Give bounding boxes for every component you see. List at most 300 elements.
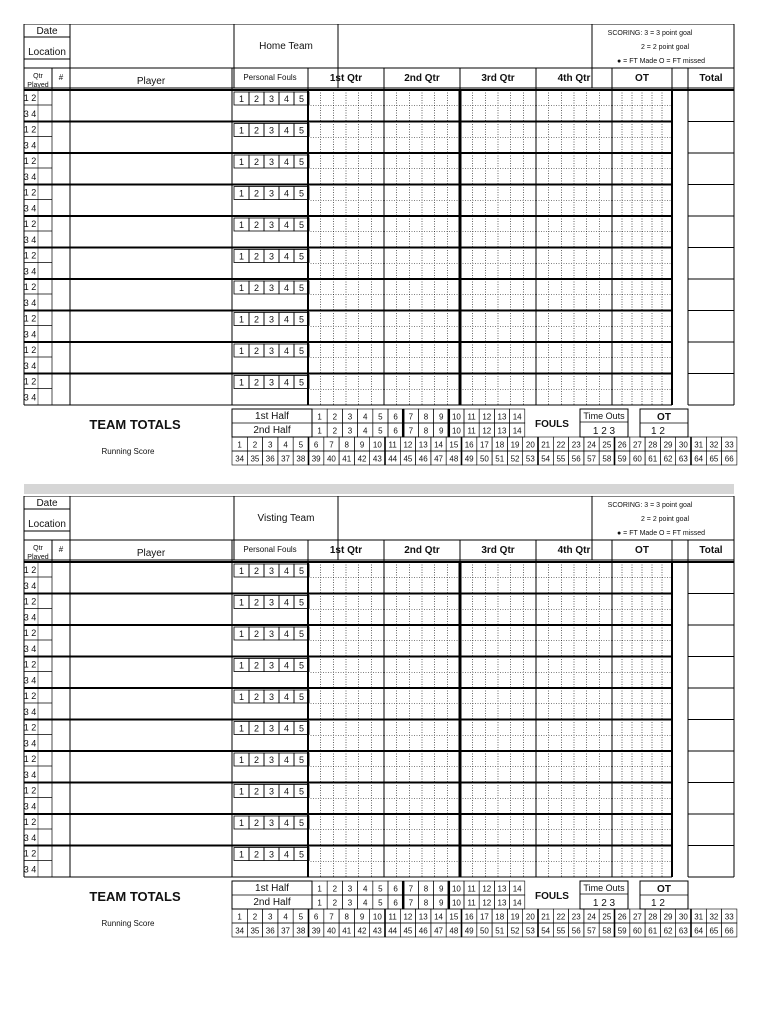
time-outs-checkboxes[interactable] [580, 422, 628, 437]
foul-checkbox[interactable] [234, 250, 249, 263]
qtr-played-checkbox[interactable] [24, 814, 52, 846]
qtr-played-checkbox[interactable] [24, 248, 52, 280]
foul-checkbox[interactable] [234, 596, 249, 609]
foul-checkbox[interactable] [264, 218, 279, 231]
quarter-5-score-cell[interactable] [612, 814, 672, 846]
team-foul-checkbox[interactable] [403, 423, 418, 437]
running-score-cell[interactable] [232, 909, 247, 923]
team-foul-checkbox[interactable] [312, 895, 327, 909]
player-total-field[interactable] [688, 342, 734, 374]
running-score-cell[interactable] [370, 451, 385, 465]
foul-checkbox[interactable] [294, 281, 309, 294]
team-foul-checkbox[interactable] [479, 881, 494, 895]
running-score-cell[interactable] [339, 437, 354, 451]
running-score-cell[interactable] [630, 437, 645, 451]
quarter-5-score-cell[interactable] [612, 248, 672, 280]
running-score-cell[interactable] [569, 451, 584, 465]
running-score-cell[interactable] [492, 437, 507, 451]
player-name-field[interactable] [70, 279, 232, 311]
team-foul-checkbox[interactable] [434, 409, 449, 423]
team-foul-checkbox[interactable] [403, 409, 418, 423]
foul-checkbox[interactable] [264, 848, 279, 861]
foul-checkbox[interactable] [264, 816, 279, 829]
running-score-cell[interactable] [278, 451, 293, 465]
player-total-field[interactable] [688, 216, 734, 248]
foul-checkbox[interactable] [294, 848, 309, 861]
foul-checkbox[interactable] [264, 690, 279, 703]
running-score-cell[interactable] [507, 437, 522, 451]
foul-checkbox[interactable] [249, 627, 264, 640]
quarter-4-score-cell[interactable] [536, 311, 612, 343]
running-score-cell[interactable] [691, 909, 706, 923]
running-score-cell[interactable] [507, 451, 522, 465]
running-score-cell[interactable] [660, 451, 675, 465]
team-foul-checkbox[interactable] [358, 881, 373, 895]
running-score-cell[interactable] [416, 437, 431, 451]
jersey-number-field[interactable] [52, 342, 70, 374]
running-score-cell[interactable] [431, 923, 446, 937]
qtr-played-checkbox[interactable] [24, 311, 52, 343]
team-foul-checkbox[interactable] [464, 423, 479, 437]
foul-checkbox[interactable] [249, 722, 264, 735]
qtr-played-checkbox[interactable] [24, 153, 52, 185]
foul-checkbox[interactable] [279, 785, 294, 798]
running-score-cell[interactable] [507, 923, 522, 937]
player-name-field[interactable] [70, 153, 232, 185]
running-score-cell[interactable] [630, 451, 645, 465]
quarter-2-score-cell[interactable] [384, 657, 460, 689]
team-foul-checkbox[interactable] [434, 881, 449, 895]
jersey-number-field[interactable] [52, 248, 70, 280]
running-score-cell[interactable] [538, 451, 553, 465]
team-foul-checkbox[interactable] [479, 895, 494, 909]
foul-checkbox[interactable] [234, 848, 249, 861]
running-score-cell[interactable] [676, 909, 691, 923]
foul-checkbox[interactable] [279, 848, 294, 861]
quarter-5-score-cell[interactable] [612, 374, 672, 406]
team-foul-checkbox[interactable] [342, 881, 357, 895]
foul-checkbox[interactable] [264, 155, 279, 168]
foul-checkbox[interactable] [234, 155, 249, 168]
running-score-cell[interactable] [722, 923, 737, 937]
running-score-cell[interactable] [232, 923, 247, 937]
running-score-cell[interactable] [615, 451, 630, 465]
foul-checkbox[interactable] [294, 816, 309, 829]
running-score-cell[interactable] [324, 923, 339, 937]
running-score-cell[interactable] [706, 437, 721, 451]
running-score-cell[interactable] [569, 437, 584, 451]
running-score-cell[interactable] [416, 923, 431, 937]
quarter-2-score-cell[interactable] [384, 153, 460, 185]
running-score-cell[interactable] [263, 451, 278, 465]
foul-checkbox[interactable] [294, 344, 309, 357]
team-foul-checkbox[interactable] [449, 409, 464, 423]
team-foul-checkbox[interactable] [464, 881, 479, 895]
running-score-cell[interactable] [247, 923, 262, 937]
quarter-1-score-cell[interactable] [308, 814, 384, 846]
player-name-field[interactable] [70, 248, 232, 280]
foul-checkbox[interactable] [249, 659, 264, 672]
quarter-3-score-cell[interactable] [460, 657, 536, 689]
foul-checkbox[interactable] [294, 564, 309, 577]
team-foul-checkbox[interactable] [327, 881, 342, 895]
quarter-4-score-cell[interactable] [536, 122, 612, 154]
jersey-number-field[interactable] [52, 153, 70, 185]
foul-checkbox[interactable] [279, 313, 294, 326]
team-foul-checkbox[interactable] [418, 423, 433, 437]
running-score-cell[interactable] [370, 909, 385, 923]
team-name-field[interactable] [338, 496, 592, 560]
player-name-field[interactable] [70, 562, 232, 594]
qtr-played-checkbox[interactable] [24, 720, 52, 752]
player-total-field[interactable] [688, 594, 734, 626]
foul-checkbox[interactable] [279, 155, 294, 168]
foul-checkbox[interactable] [234, 124, 249, 137]
foul-checkbox[interactable] [279, 659, 294, 672]
player-total-field[interactable] [688, 90, 734, 122]
quarter-5-score-cell[interactable] [612, 216, 672, 248]
running-score-cell[interactable] [691, 923, 706, 937]
quarter-2-score-cell[interactable] [384, 594, 460, 626]
quarter-2-score-cell[interactable] [384, 311, 460, 343]
jersey-number-field[interactable] [52, 720, 70, 752]
team-foul-checkbox[interactable] [434, 423, 449, 437]
jersey-number-field[interactable] [52, 846, 70, 878]
foul-checkbox[interactable] [279, 124, 294, 137]
quarter-5-score-cell[interactable] [612, 594, 672, 626]
running-score-cell[interactable] [553, 437, 568, 451]
team-foul-checkbox[interactable] [479, 409, 494, 423]
quarter-4-score-cell[interactable] [536, 185, 612, 217]
team-foul-checkbox[interactable] [312, 423, 327, 437]
foul-checkbox[interactable] [264, 92, 279, 105]
running-score-cell[interactable] [324, 909, 339, 923]
team-foul-checkbox[interactable] [373, 409, 388, 423]
team-foul-checkbox[interactable] [388, 423, 403, 437]
running-score-cell[interactable] [431, 437, 446, 451]
foul-checkbox[interactable] [249, 187, 264, 200]
running-score-cell[interactable] [309, 923, 324, 937]
foul-checkbox[interactable] [279, 281, 294, 294]
running-score-cell[interactable] [446, 437, 461, 451]
foul-checkbox[interactable] [264, 187, 279, 200]
player-total-field[interactable] [688, 279, 734, 311]
quarter-4-score-cell[interactable] [536, 625, 612, 657]
quarter-2-score-cell[interactable] [384, 122, 460, 154]
player-total-field[interactable] [688, 122, 734, 154]
qtr-played-checkbox[interactable] [24, 846, 52, 878]
quarter-4-score-cell[interactable] [536, 657, 612, 689]
quarter-1-score-cell[interactable] [308, 720, 384, 752]
running-score-cell[interactable] [477, 451, 492, 465]
player-name-field[interactable] [70, 216, 232, 248]
quarter-5-score-cell[interactable] [612, 657, 672, 689]
quarter-1-score-cell[interactable] [308, 90, 384, 122]
foul-checkbox[interactable] [234, 690, 249, 703]
quarter-4-score-cell[interactable] [536, 248, 612, 280]
quarter-4-score-cell[interactable] [536, 751, 612, 783]
team-foul-checkbox[interactable] [403, 881, 418, 895]
quarter-1-score-cell[interactable] [308, 688, 384, 720]
quarter-2-score-cell[interactable] [384, 374, 460, 406]
quarter-5-score-cell[interactable] [612, 846, 672, 878]
team-name-field[interactable] [338, 24, 592, 88]
team-foul-checkbox[interactable] [388, 881, 403, 895]
quarter-1-score-cell[interactable] [308, 122, 384, 154]
qtr-played-checkbox[interactable] [24, 751, 52, 783]
running-score-cell[interactable] [278, 909, 293, 923]
team-foul-checkbox[interactable] [510, 895, 525, 909]
quarter-4-score-cell[interactable] [536, 594, 612, 626]
running-score-cell[interactable] [293, 909, 308, 923]
foul-checkbox[interactable] [249, 92, 264, 105]
qtr-played-checkbox[interactable] [24, 657, 52, 689]
running-score-cell[interactable] [232, 451, 247, 465]
foul-checkbox[interactable] [294, 313, 309, 326]
quarter-4-score-cell[interactable] [536, 90, 612, 122]
running-score-cell[interactable] [339, 923, 354, 937]
team-foul-checkbox[interactable] [494, 423, 509, 437]
quarter-5-score-cell[interactable] [612, 562, 672, 594]
running-score-cell[interactable] [691, 451, 706, 465]
quarter-3-score-cell[interactable] [460, 342, 536, 374]
running-score-cell[interactable] [477, 909, 492, 923]
player-total-field[interactable] [688, 625, 734, 657]
running-score-cell[interactable] [569, 909, 584, 923]
running-score-cell[interactable] [385, 451, 400, 465]
running-score-cell[interactable] [523, 437, 538, 451]
team-foul-checkbox[interactable] [494, 895, 509, 909]
running-score-cell[interactable] [538, 437, 553, 451]
team-foul-checkbox[interactable] [510, 409, 525, 423]
foul-checkbox[interactable] [249, 816, 264, 829]
quarter-5-score-cell[interactable] [612, 279, 672, 311]
quarter-5-score-cell[interactable] [612, 185, 672, 217]
foul-checkbox[interactable] [264, 785, 279, 798]
quarter-3-score-cell[interactable] [460, 625, 536, 657]
quarter-5-score-cell[interactable] [612, 688, 672, 720]
foul-checkbox[interactable] [264, 376, 279, 389]
player-total-field[interactable] [688, 562, 734, 594]
team-foul-checkbox[interactable] [342, 423, 357, 437]
foul-checkbox[interactable] [234, 187, 249, 200]
team-foul-checkbox[interactable] [494, 881, 509, 895]
running-score-cell[interactable] [645, 437, 660, 451]
quarter-1-score-cell[interactable] [308, 625, 384, 657]
foul-checkbox[interactable] [279, 690, 294, 703]
running-score-cell[interactable] [370, 437, 385, 451]
running-score-cell[interactable] [523, 923, 538, 937]
player-name-field[interactable] [70, 720, 232, 752]
team-foul-checkbox[interactable] [449, 895, 464, 909]
foul-checkbox[interactable] [249, 848, 264, 861]
running-score-cell[interactable] [309, 437, 324, 451]
running-score-cell[interactable] [354, 923, 369, 937]
running-score-cell[interactable] [538, 923, 553, 937]
foul-checkbox[interactable] [249, 596, 264, 609]
foul-checkbox[interactable] [234, 281, 249, 294]
team-foul-checkbox[interactable] [373, 881, 388, 895]
qtr-played-checkbox[interactable] [24, 122, 52, 154]
foul-checkbox[interactable] [279, 816, 294, 829]
team-foul-checkbox[interactable] [327, 895, 342, 909]
quarter-1-score-cell[interactable] [308, 374, 384, 406]
running-score-cell[interactable] [462, 437, 477, 451]
running-score-cell[interactable] [553, 909, 568, 923]
player-total-field[interactable] [688, 657, 734, 689]
running-score-cell[interactable] [293, 451, 308, 465]
running-score-cell[interactable] [599, 909, 614, 923]
running-score-cell[interactable] [599, 451, 614, 465]
quarter-2-score-cell[interactable] [384, 751, 460, 783]
player-total-field[interactable] [688, 783, 734, 815]
foul-checkbox[interactable] [294, 124, 309, 137]
foul-checkbox[interactable] [249, 690, 264, 703]
running-score-cell[interactable] [446, 451, 461, 465]
quarter-3-score-cell[interactable] [460, 562, 536, 594]
quarter-1-score-cell[interactable] [308, 751, 384, 783]
foul-checkbox[interactable] [234, 218, 249, 231]
time-outs-checkboxes[interactable] [580, 894, 628, 909]
team-foul-checkbox[interactable] [449, 881, 464, 895]
player-name-field[interactable] [70, 814, 232, 846]
jersey-number-field[interactable] [52, 311, 70, 343]
foul-checkbox[interactable] [249, 281, 264, 294]
quarter-4-score-cell[interactable] [536, 814, 612, 846]
quarter-1-score-cell[interactable] [308, 279, 384, 311]
running-score-cell[interactable] [354, 437, 369, 451]
foul-checkbox[interactable] [279, 92, 294, 105]
quarter-5-score-cell[interactable] [612, 153, 672, 185]
jersey-number-field[interactable] [52, 783, 70, 815]
quarter-3-score-cell[interactable] [460, 216, 536, 248]
running-score-cell[interactable] [324, 437, 339, 451]
team-foul-checkbox[interactable] [312, 409, 327, 423]
foul-checkbox[interactable] [234, 313, 249, 326]
foul-checkbox[interactable] [264, 722, 279, 735]
running-score-cell[interactable] [385, 437, 400, 451]
running-score-cell[interactable] [385, 909, 400, 923]
foul-checkbox[interactable] [279, 722, 294, 735]
jersey-number-field[interactable] [52, 562, 70, 594]
running-score-cell[interactable] [431, 451, 446, 465]
running-score-cell[interactable] [293, 923, 308, 937]
quarter-3-score-cell[interactable] [460, 846, 536, 878]
ot-checkboxes[interactable] [640, 423, 688, 437]
foul-checkbox[interactable] [294, 659, 309, 672]
running-score-cell[interactable] [722, 909, 737, 923]
running-score-cell[interactable] [370, 923, 385, 937]
running-score-cell[interactable] [462, 923, 477, 937]
foul-checkbox[interactable] [264, 659, 279, 672]
quarter-2-score-cell[interactable] [384, 248, 460, 280]
quarter-1-score-cell[interactable] [308, 657, 384, 689]
jersey-number-field[interactable] [52, 657, 70, 689]
quarter-2-score-cell[interactable] [384, 279, 460, 311]
quarter-4-score-cell[interactable] [536, 374, 612, 406]
team-foul-checkbox[interactable] [418, 409, 433, 423]
player-name-field[interactable] [70, 90, 232, 122]
running-score-cell[interactable] [416, 451, 431, 465]
running-score-cell[interactable] [706, 451, 721, 465]
running-score-cell[interactable] [400, 451, 415, 465]
running-score-cell[interactable] [462, 909, 477, 923]
foul-checkbox[interactable] [264, 281, 279, 294]
quarter-3-score-cell[interactable] [460, 311, 536, 343]
quarter-5-score-cell[interactable] [612, 783, 672, 815]
running-score-cell[interactable] [523, 909, 538, 923]
running-score-cell[interactable] [400, 437, 415, 451]
foul-checkbox[interactable] [249, 753, 264, 766]
team-foul-checkbox[interactable] [358, 409, 373, 423]
team-foul-checkbox[interactable] [510, 881, 525, 895]
running-score-cell[interactable] [278, 437, 293, 451]
quarter-2-score-cell[interactable] [384, 688, 460, 720]
quarter-1-score-cell[interactable] [308, 185, 384, 217]
foul-checkbox[interactable] [234, 722, 249, 735]
running-score-cell[interactable] [492, 451, 507, 465]
quarter-2-score-cell[interactable] [384, 783, 460, 815]
quarter-5-score-cell[interactable] [612, 342, 672, 374]
running-score-cell[interactable] [706, 909, 721, 923]
jersey-number-field[interactable] [52, 185, 70, 217]
quarter-3-score-cell[interactable] [460, 751, 536, 783]
running-score-cell[interactable] [630, 909, 645, 923]
team-foul-checkbox[interactable] [449, 423, 464, 437]
player-total-field[interactable] [688, 814, 734, 846]
jersey-number-field[interactable] [52, 279, 70, 311]
player-name-field[interactable] [70, 122, 232, 154]
team-foul-checkbox[interactable] [418, 881, 433, 895]
foul-checkbox[interactable] [294, 92, 309, 105]
player-name-field[interactable] [70, 185, 232, 217]
running-score-cell[interactable] [645, 451, 660, 465]
player-total-field[interactable] [688, 720, 734, 752]
qtr-played-checkbox[interactable] [24, 783, 52, 815]
team-foul-checkbox[interactable] [358, 895, 373, 909]
foul-checkbox[interactable] [294, 218, 309, 231]
running-score-cell[interactable] [691, 437, 706, 451]
qtr-played-checkbox[interactable] [24, 90, 52, 122]
player-name-field[interactable] [70, 688, 232, 720]
running-score-cell[interactable] [293, 437, 308, 451]
running-score-cell[interactable] [660, 923, 675, 937]
running-score-cell[interactable] [416, 909, 431, 923]
quarter-5-score-cell[interactable] [612, 90, 672, 122]
team-foul-checkbox[interactable] [388, 895, 403, 909]
running-score-cell[interactable] [584, 923, 599, 937]
quarter-2-score-cell[interactable] [384, 185, 460, 217]
foul-checkbox[interactable] [234, 659, 249, 672]
running-score-cell[interactable] [645, 909, 660, 923]
running-score-cell[interactable] [599, 437, 614, 451]
player-name-field[interactable] [70, 783, 232, 815]
quarter-2-score-cell[interactable] [384, 90, 460, 122]
foul-checkbox[interactable] [234, 785, 249, 798]
running-score-cell[interactable] [722, 451, 737, 465]
player-name-field[interactable] [70, 374, 232, 406]
team-foul-checkbox[interactable] [342, 895, 357, 909]
foul-checkbox[interactable] [294, 187, 309, 200]
running-score-cell[interactable] [339, 909, 354, 923]
running-score-cell[interactable] [247, 437, 262, 451]
player-name-field[interactable] [70, 594, 232, 626]
foul-checkbox[interactable] [234, 564, 249, 577]
foul-checkbox[interactable] [264, 564, 279, 577]
team-foul-checkbox[interactable] [373, 895, 388, 909]
foul-checkbox[interactable] [234, 344, 249, 357]
running-score-cell[interactable] [477, 437, 492, 451]
